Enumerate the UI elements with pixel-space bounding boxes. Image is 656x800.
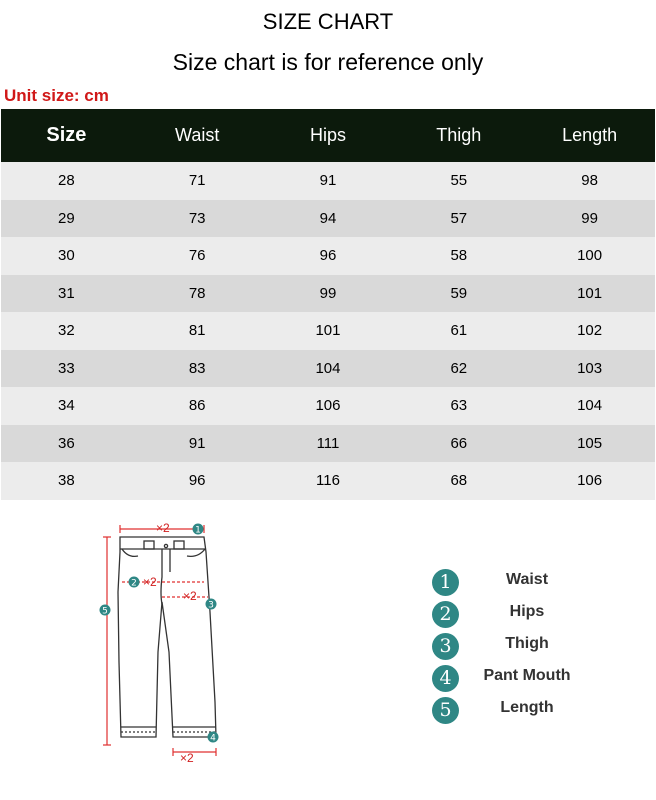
table-cell: 63	[393, 387, 524, 425]
table-cell: 38	[1, 462, 132, 500]
size-table	[1, 109, 655, 500]
legend-item-thigh	[432, 630, 632, 662]
table-cell: 76	[132, 237, 263, 275]
table-cell: 111	[263, 425, 394, 463]
table-cell: 33	[1, 350, 132, 388]
svg-text:1: 1	[195, 525, 201, 536]
legend-number: 4	[432, 665, 459, 692]
legend-label: Waist	[505, 571, 549, 588]
legend-label: Thigh	[505, 635, 549, 652]
table-cell: 101	[263, 312, 394, 350]
legend-number: 5	[432, 697, 459, 724]
table-row	[1, 387, 655, 425]
svg-text:4: 4	[210, 733, 216, 744]
column-header: Waist	[132, 109, 263, 162]
mouth-multiplier: ×2	[180, 751, 194, 765]
table-cell: 86	[132, 387, 263, 425]
marker-1	[193, 524, 204, 536]
table-cell: 58	[393, 237, 524, 275]
svg-text:3: 3	[208, 600, 214, 611]
legend-label: Pant Mouth	[483, 667, 571, 684]
table-cell: 29	[1, 200, 132, 238]
table-cell: 102	[524, 312, 655, 350]
legend-item-length	[432, 694, 632, 726]
legend-number: 3	[432, 633, 459, 660]
pants-outline	[118, 537, 216, 737]
page-subtitle: Size chart is for reference only	[172, 49, 484, 75]
table-cell: 78	[132, 275, 263, 313]
table-cell: 30	[1, 237, 132, 275]
column-header: Thigh	[393, 109, 524, 162]
column-header: Length	[524, 109, 655, 162]
table-cell: 105	[524, 425, 655, 463]
table-cell: 83	[132, 350, 263, 388]
table-row	[1, 312, 655, 350]
legend-number: 2	[432, 601, 459, 628]
table-cell: 101	[524, 275, 655, 313]
table-cell: 98	[524, 162, 655, 200]
table-cell: 57	[393, 200, 524, 238]
table-cell: 81	[132, 312, 263, 350]
table-row	[1, 425, 655, 463]
hips-multiplier: ×2	[143, 575, 157, 589]
table-cell: 61	[393, 312, 524, 350]
legend-item-hips	[432, 598, 632, 630]
table-row	[1, 275, 655, 313]
pants-diagram	[92, 512, 332, 772]
table-cell: 103	[524, 350, 655, 388]
waist-multiplier: ×2	[156, 521, 170, 535]
table-cell: 104	[263, 350, 394, 388]
thigh-multiplier: ×2	[183, 589, 197, 603]
table-row	[1, 350, 655, 388]
table-row	[1, 200, 655, 238]
table-cell: 62	[393, 350, 524, 388]
table-cell: 106	[263, 387, 394, 425]
table-body	[1, 162, 655, 500]
column-header: Hips	[263, 109, 394, 162]
marker-5	[100, 605, 111, 617]
svg-text:5: 5	[102, 606, 108, 617]
table-cell: 28	[1, 162, 132, 200]
table-cell: 99	[524, 200, 655, 238]
table-cell: 99	[263, 275, 394, 313]
table-header-row	[1, 109, 655, 162]
unit-label: Unit size: cm	[4, 86, 109, 105]
table-cell: 55	[393, 162, 524, 200]
legend-item-pant-mouth	[432, 662, 632, 694]
table-cell: 66	[393, 425, 524, 463]
table-row	[1, 162, 655, 200]
table-cell: 96	[263, 237, 394, 275]
table-row	[1, 237, 655, 275]
legend-item-waist	[432, 566, 632, 598]
marker-3	[206, 599, 217, 611]
table-cell: 73	[132, 200, 263, 238]
marker-4	[208, 732, 219, 744]
table-cell: 68	[393, 462, 524, 500]
table-cell: 106	[524, 462, 655, 500]
table-cell: 94	[263, 200, 394, 238]
legend-label: Hips	[509, 603, 545, 620]
table-cell: 59	[393, 275, 524, 313]
page-title: SIZE CHART	[262, 9, 394, 34]
table-cell: 34	[1, 387, 132, 425]
svg-text:2: 2	[131, 578, 137, 589]
table-cell: 91	[132, 425, 263, 463]
column-header: Size	[1, 109, 132, 162]
table-cell: 71	[132, 162, 263, 200]
table-cell: 96	[132, 462, 263, 500]
table-cell: 31	[1, 275, 132, 313]
legend-label: Length	[500, 699, 554, 716]
marker-2	[129, 577, 140, 589]
table-cell: 104	[524, 387, 655, 425]
table-cell: 91	[263, 162, 394, 200]
legend-number: 1	[432, 569, 459, 596]
table-cell: 116	[263, 462, 394, 500]
table-cell: 36	[1, 425, 132, 463]
table-cell: 100	[524, 237, 655, 275]
table-row	[1, 462, 655, 500]
table-cell: 32	[1, 312, 132, 350]
